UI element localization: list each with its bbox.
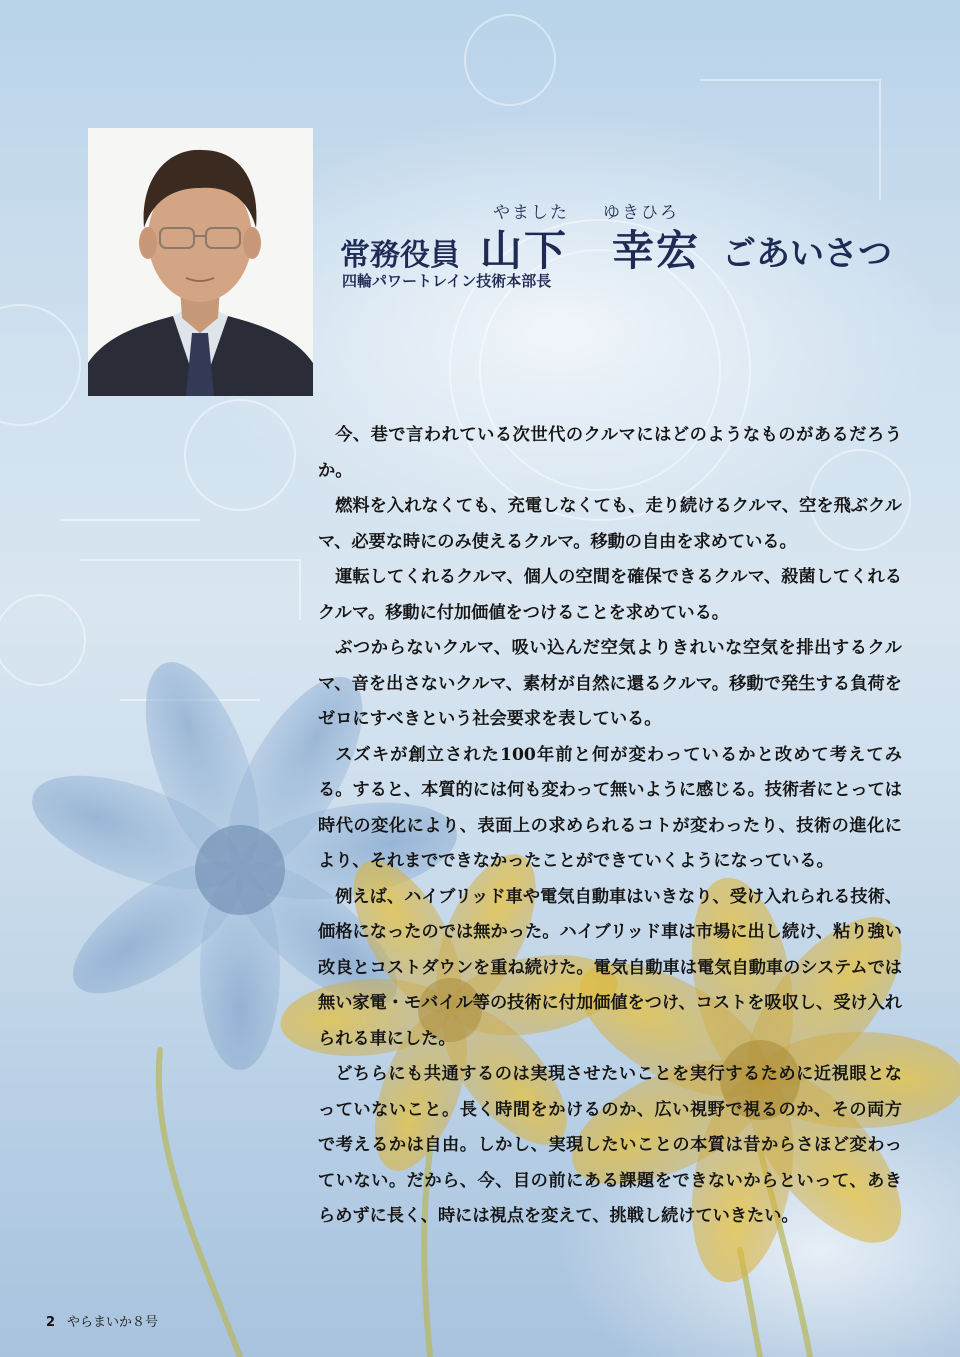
title-name: 山下 幸宏 [480, 226, 701, 275]
page-title [340, 218, 892, 278]
publication-name: やらまいか８号 [67, 1315, 159, 1330]
paragraph: ぶつからないクルマ、吸い込んだ空気よりきれいな空気を排出するクルマ、音を出さないクルマ、素材が自然に還るクルマ。移動で発生する負荷をゼロにすべきという社会要求を表している。 [318, 638, 902, 729]
subtitle-position: 四輪パワートレイン技術本部長 [342, 272, 552, 290]
greeting-body [318, 418, 902, 1235]
title-greeting: ごあいさつ [722, 234, 893, 274]
paragraph: 例えば、ハイブリッド車や電気自動車はいきなり、受け入れられる技術、価格になったのでは無かった。ハイブリッド車は市場に出し続け、粘り強い改良とコストダウンを重ね続けた。電気自動車は電気自動車のシステムでは無い家電・モバイル等の技術に付加価値をつけ、コストを吸収し、受け入れられる車にした。 [318, 886, 902, 1049]
ruby-surname: やました [493, 203, 569, 223]
page-footer [46, 1311, 158, 1330]
paragraph: スズキが創立された100年前と何が変わっているかと改めて考えてみる。すると、本質的には何も変わって無いように感じる。技術者にとっては時代の変化により、表面上の求められるコトが変わったり、技術の進化により、それまでできなかったことができていくようになっている。 [318, 744, 902, 871]
paragraph: 運転してくれるクルマ、個人の空間を確保できるクルマ、殺菌してくれるクルマ。移動に付加価値をつけることを求めている。 [318, 567, 902, 623]
paragraph: 今、巷で言われている次世代のクルマにはどのようなものがあるだろうか。 [318, 425, 902, 481]
paragraph: どちらにも共通するのは実現させたいことを実行するために近視眼となっていないこと。長く時間をかけるのか、広い視野で視るのか、その両方で考えるかは自由。しかし、実現したいことの本質は昔からさほど変わっていない。だから、今、目の前にある課題をできないからといって、あきらめずに長く、時には視点を変えて、挑戦し続けていきたい。 [318, 1064, 902, 1226]
ruby-given-name: ゆきひろ [603, 203, 679, 223]
page-number: 2 [46, 1315, 56, 1330]
paragraph: 燃料を入れなくても、充電しなくても、走り続けるクルマ、空を飛ぶクルマ、必要な時にのみ使えるクルマ。移動の自由を求めている。 [318, 496, 902, 552]
title-role: 常務役員 [340, 238, 460, 273]
portrait-photo [88, 128, 313, 396]
